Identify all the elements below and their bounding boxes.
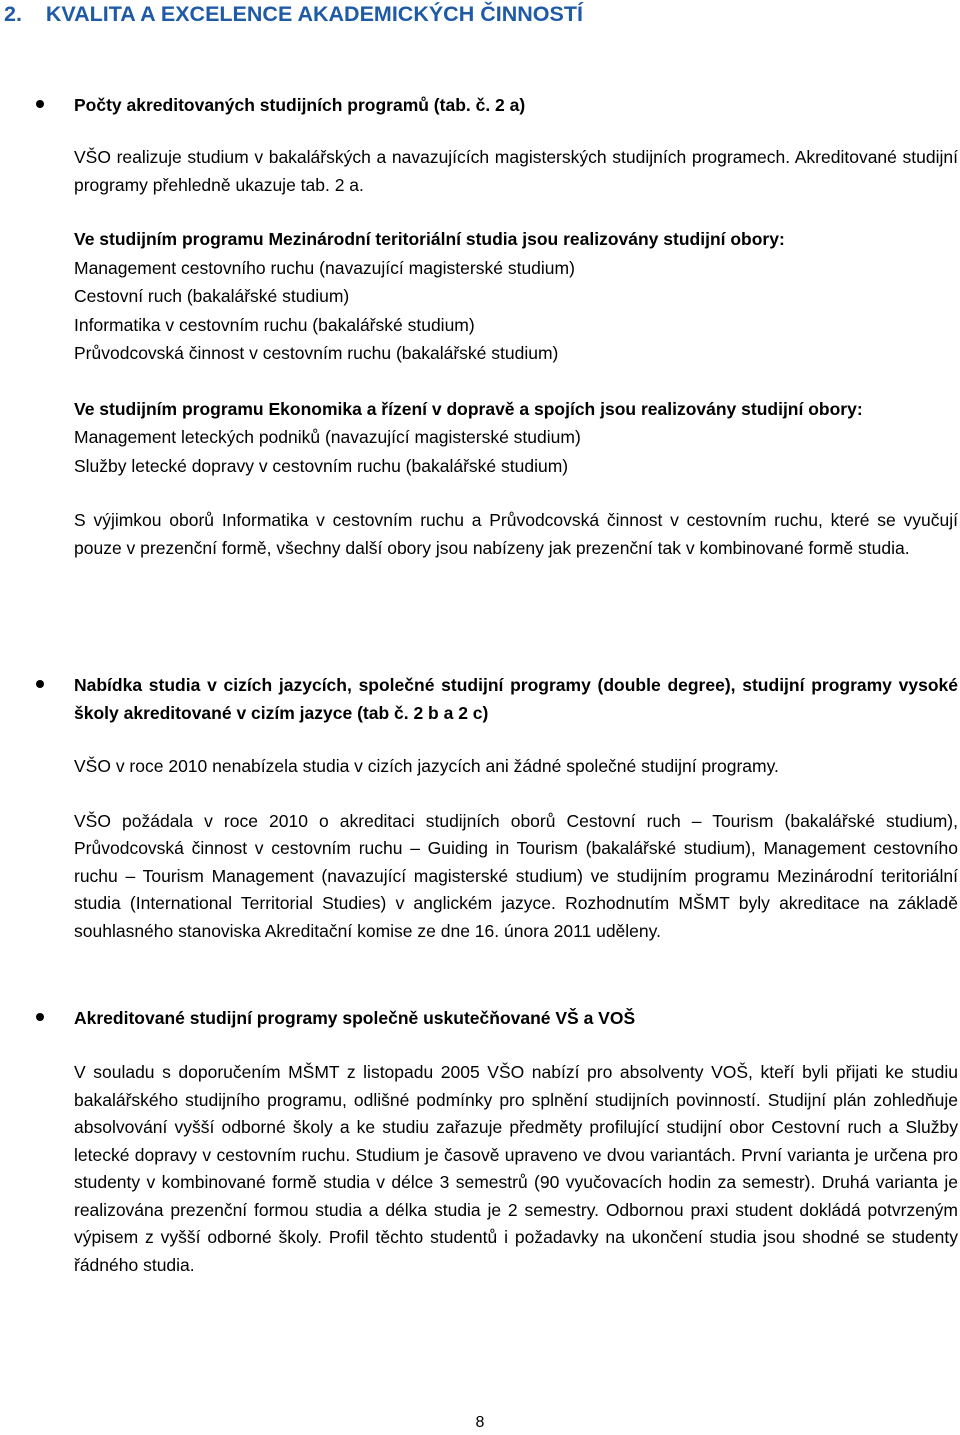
bullet-icon [36, 100, 44, 108]
section-title-row [36, 671, 958, 727]
section-title: Počty akreditovaných studijních programů (tab. č. 2 a) [74, 95, 526, 115]
program-1-block [36, 225, 958, 368]
program-2-item: Služby letecké dopravy v cestovním ruchu (bakalářské studium) [74, 455, 569, 476]
forms-note-paragraph: S výjimkou oborů Informatika v cestovním ruchu a Průvodcovská činnost v cestovním ruchu, které se vyučují pouze v prezenční formě, všechny další obory jsou nabízeny jak prezenční tak v kombinované formě studia. [74, 510, 958, 558]
bullet-icon [36, 680, 44, 688]
bullet-icon [36, 1013, 44, 1021]
program-2-title: Ve studijním programu Ekonomika a řízení v dopravě a spojích jsou realizovány studijní obory: [74, 399, 863, 419]
section-title-row [36, 91, 958, 119]
program-2-item: Management leteckých podniků (navazující magisterské studium) [74, 427, 581, 447]
intro-paragraph: VŠO realizuje studium v bakalářských a navazujících magisterských studijních programech. Akreditované studijní programy přehledně ukazuje tab. 2 a. [74, 147, 958, 195]
program-1-item: Management cestovního ruchu (navazující magisterské studium) [74, 257, 575, 278]
program-1-item: Informatika v cestovním ruchu (bakalářské studium) [74, 314, 475, 335]
program-1-title: Ve studijním programu Mezinárodní teritoriální studia jsou realizovány studijní obory: [74, 229, 785, 249]
section-title: Akreditované studijní programy společně uskutečňované VŠ a VOŠ [74, 1008, 636, 1028]
page-number: 8 [475, 1414, 485, 1431]
accreditation-paragraph: VŠO požádala v roce 2010 o akreditaci studijních oborů Cestovní ruch – Tourism (bakalářské studium), Průvodcovská činnost v cestovním ruchu – Guiding in Tourism (bakalářské studium), Management cestovního ruchu – Tourism Management (navazující magisterské studium) ve studijním programu Mezinárodní teritoriální studia (International Territorial Studies) v anglickém jazyce. Rozhodnutím MŠMT byly akreditace na základě souhlasného stanoviska Akreditační komise ze dne 16. února 2011 uděleny. [74, 810, 958, 941]
section-accredited-programs [36, 91, 958, 368]
section-title: Nabídka studia v cizích jazycích, společné studijní programy (double degree), studijní programy vysoké školy akreditované v cizím jazyce (tab č. 2 b a 2 c) [74, 675, 958, 723]
chapter-heading: 2. KVALITA A EXCELENCE AKADEMICKÝCH ČINNOSTÍ [4, 2, 583, 26]
foreign-study-paragraph: VŠO v roce 2010 nenabízela studia v cizích jazycích ani žádné společné studijní programy. [74, 756, 779, 776]
vos-paragraph: V souladu s doporučením MŠMT z listopadu 2005 VŠO nabízí pro absolventy VOŠ, kteří byli přijati ke studiu bakalářského studijního programu, odlišné podmínky pro splnění studijních povinností. Studijní plán zohledňuje absolvování vyšší odborné školy a ke studiu zařazuje předměty profilující studijní obor Cestovní ruch a Služby letecké dopravy v cestovním ruchu. Studium je časově upraveno ve dvou variantách. První varianta je určena pro studenty v kombinované formě studia v délce 3 semestrů (90 vyučovacích hodin za semestr). Druhá varianta je realizována prezenční formou studia a délka studia je 2 semestry. Odbornou praxi student dokládá potvrzeným výpisem z vyšší odborné školy. Profil těchto studentů i požadavky na ukončení studia jsou shodné se studenty řádného studia. [74, 1062, 958, 1275]
program-2-list [36, 423, 958, 480]
program-2-section [36, 395, 958, 562]
section-vs-vos-programs [36, 1004, 958, 1279]
section-title-row [36, 1004, 958, 1032]
program-1-item: Cestovní ruch (bakalářské studium) [74, 286, 350, 306]
program-1-item: Průvodcovská činnost v cestovním ruchu (bakalářské studium) [74, 343, 559, 363]
section-foreign-languages [36, 671, 958, 945]
